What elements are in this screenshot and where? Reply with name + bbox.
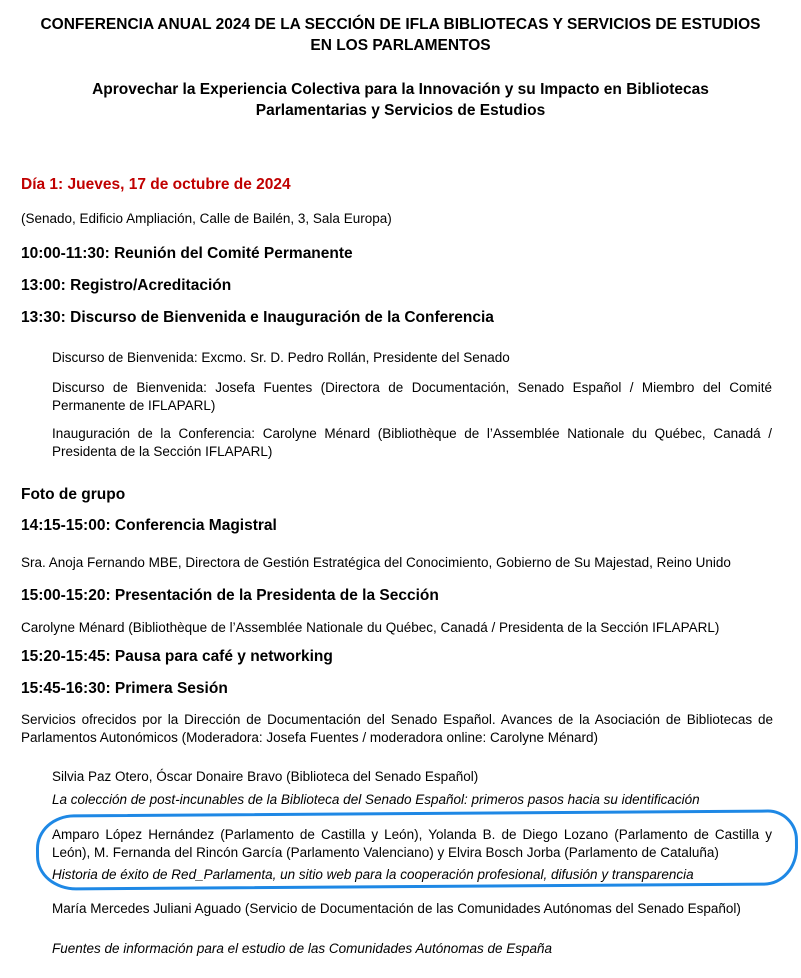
schedule-item-chair bbox=[21, 587, 439, 605]
conference-title-line2: EN LOS PARLAMENTOS bbox=[310, 37, 491, 54]
talk-title: La colección de post-incunables de la Biblioteca del Senado Español: primeros pasos hacia su identificación bbox=[52, 792, 700, 807]
session1-description: Servicios ofrecidos por la Dirección de Documentación del Senado Español. Avances de la Asociación de Bibliotecas de Parlamentos Autonómicos (Moderadora: Josefa Fuentes / moderadora online: Carolyne Ménard) bbox=[21, 712, 773, 745]
schedule-item-photo: Foto de grupo bbox=[21, 486, 126, 503]
schedule-item-registration bbox=[21, 277, 231, 295]
item-title: Conferencia Magistral bbox=[114, 517, 277, 534]
talk-title: Historia de éxito de Red_Parlamenta, un sitio web para la cooperación profesional, difusión y transparencia bbox=[52, 867, 694, 882]
conference-subtitle-line1: Aprovechar la Experiencia Colectiva para la Innovación y su Impacto en Bibliotecas bbox=[92, 81, 709, 98]
schedule-item-session1 bbox=[21, 680, 228, 698]
conference-inauguration: Inauguración de la Conferencia: Carolyne Ménard (Bibliothèque de l’Assemblée Nationale du Québec, Canadá / Presidenta de la Sección IFLAPARL) bbox=[52, 426, 772, 459]
talk-authors: María Mercedes Juliani Aguado (Servicio de Documentación de las Comunidades Autónomas del Senado Español) bbox=[52, 901, 741, 916]
time-label: 13:30: bbox=[21, 309, 66, 326]
time-label: 14:15-15:00: bbox=[21, 517, 111, 534]
schedule-item-committee bbox=[21, 245, 353, 263]
time-label: 10:00-11:30: bbox=[21, 245, 110, 262]
talk-title: Fuentes de información para el estudio de las Comunidades Autónomas de España bbox=[52, 941, 553, 956]
time-label: 13:00: bbox=[21, 277, 66, 294]
conference-subtitle-line2: Parlamentarias y Servicios de Estudios bbox=[255, 102, 546, 119]
item-title: Reunión del Comité Permanente bbox=[114, 245, 353, 262]
day-heading: Día 1: Jueves, 17 de octubre de 2024 bbox=[21, 176, 291, 193]
time-label: 15:45-16:30: bbox=[21, 680, 111, 697]
welcome-speech-documentation: Discurso de Bienvenida: Josefa Fuentes (Directora de Documentación, Senado Español / Miembro del Comité Permanente de IFLAPARL) bbox=[52, 380, 772, 413]
schedule-item-keynote bbox=[21, 517, 277, 535]
item-title: Pausa para café y networking bbox=[114, 648, 333, 665]
item-title: Registro/Acreditación bbox=[70, 277, 232, 294]
schedule-item-welcome bbox=[21, 309, 494, 327]
item-title: Primera Sesión bbox=[114, 680, 228, 697]
talk-authors: Silvia Paz Otero, Óscar Donaire Bravo (Biblioteca del Senado Español) bbox=[52, 769, 479, 784]
conference-title-line1: CONFERENCIA ANUAL 2024 DE LA SECCIÓN DE IFLA BIBLIOTECAS Y SERVICIOS DE ESTUDIOS bbox=[40, 16, 761, 33]
chair-speaker: Carolyne Ménard (Bibliothèque de l’Assemblée Nationale du Québec, Canadá / Presidenta de la Sección IFLAPARL) bbox=[21, 620, 720, 635]
talk-authors: Amparo López Hernández (Parlamento de Castilla y León), Yolanda B. de Diego Lozano (Parlamento de Castilla y León), M. Fernanda del Rincón García (Parlamento Valenciano) y Elvira Bosch Jorba (Parlamento de Cataluña) bbox=[52, 827, 772, 860]
keynote-speaker: Sra. Anoja Fernando MBE, Directora de Gestión Estratégica del Conocimiento, Gobierno de Su Majestad, Reino Unido bbox=[21, 555, 731, 570]
time-label: 15:20-15:45: bbox=[21, 648, 111, 665]
time-label: 15:00-15:20: bbox=[21, 587, 111, 604]
schedule-item-break bbox=[21, 648, 333, 666]
welcome-speech-senate: Discurso de Bienvenida: Excmo. Sr. D. Pedro Rollán, Presidente del Senado bbox=[52, 350, 510, 365]
item-title: Discurso de Bienvenida e Inauguración de la Conferencia bbox=[70, 309, 494, 326]
venue-text: (Senado, Edificio Ampliación, Calle de Bailén, 3, Sala Europa) bbox=[21, 211, 392, 226]
handdrawn-highlight-circle bbox=[36, 809, 799, 890]
item-title: Presentación de la Presidenta de la Sección bbox=[114, 587, 439, 604]
